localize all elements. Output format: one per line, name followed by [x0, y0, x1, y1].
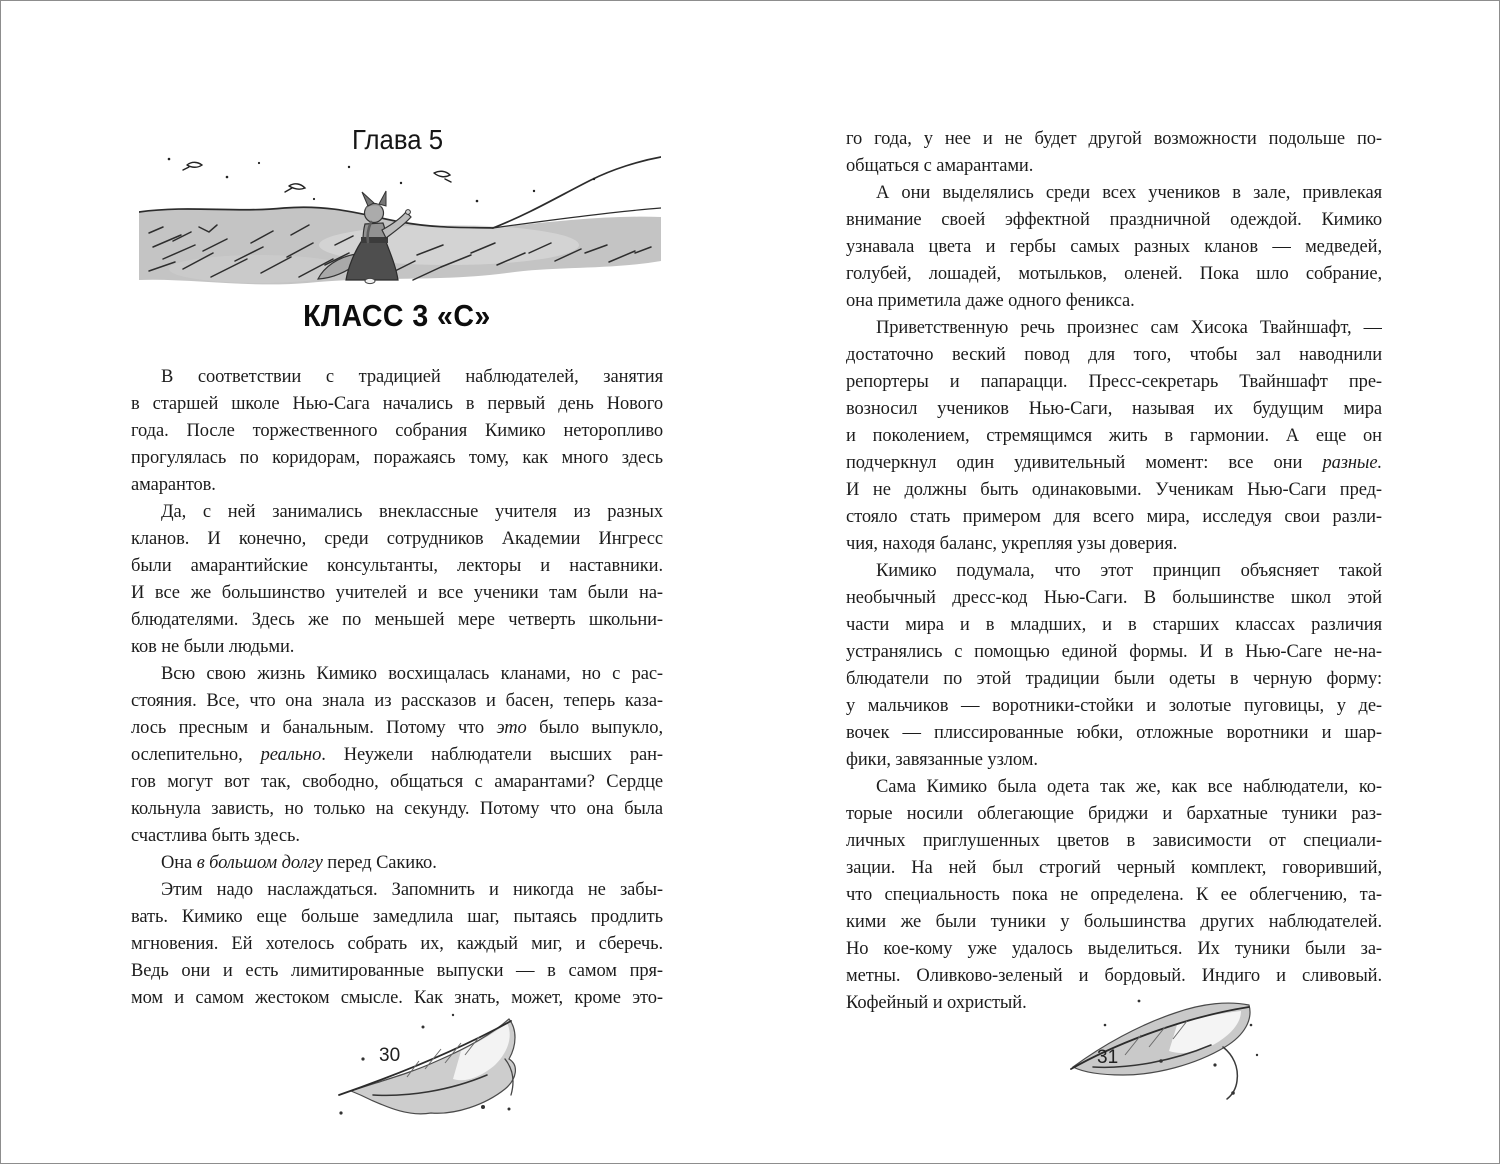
- text-line: [131, 391, 663, 418]
- hand: [406, 210, 411, 215]
- feather-left-illustration: [333, 1003, 531, 1131]
- text-run: Ведь они и есть лимитированные выпуски — в самом пря-: [131, 961, 663, 981]
- text-line: [131, 472, 663, 499]
- fox-ear-right: [379, 191, 386, 206]
- text-run: в старшей школе Нью-Сага начались в первый день Нового: [131, 394, 663, 414]
- fox-ear-left: [362, 192, 374, 206]
- page-number-left: 30: [379, 1045, 401, 1066]
- text-line: [131, 742, 663, 769]
- emphasized-text: реально: [260, 745, 322, 765]
- text-run: метны. Оливково-зеленый и бордовый. Индиго и сливовый.: [846, 966, 1382, 986]
- text-line: [846, 828, 1382, 855]
- text-run: устранялись с помощью единой формы. И в Нью-Саге не-на-: [846, 642, 1382, 662]
- text-run: ослепительно,: [131, 745, 261, 765]
- text-run: Сама Кимико была одета так же, как все наблюдатели, ко-: [876, 777, 1382, 797]
- text-run: возносил учеников Нью-Саги, называя их будущим мира: [846, 399, 1382, 419]
- text-line: [131, 499, 663, 526]
- text-run: перед Сакико.: [322, 853, 437, 873]
- emphasized-text: разные.: [1322, 453, 1382, 473]
- text-line: [131, 904, 663, 931]
- text-run: было выпукло,: [526, 718, 663, 738]
- text-run: мгновения. Ей хотелось собрать их, каждый миг, и сберечь.: [131, 934, 663, 954]
- text-run: достаточно веский повод для того, чтобы зал наводнили: [846, 345, 1382, 365]
- text-line: [131, 661, 663, 688]
- text-line: [846, 585, 1382, 612]
- text-line: [846, 180, 1382, 207]
- text-run: необычный дресс-код Нью-Саги. В большинстве школ этой: [846, 588, 1382, 608]
- text-run: В соответствии с традицией наблюдателей, занятия: [161, 367, 663, 387]
- text-run: кими же были туники у большинства других наблюдателей.: [846, 912, 1382, 932]
- field-scene-illustration: [139, 149, 661, 295]
- text-line: [846, 126, 1382, 153]
- text-line: [846, 450, 1382, 477]
- text-line: [131, 553, 663, 580]
- text-run: части мира и в младших, и в старших классах различия: [846, 615, 1382, 635]
- text-run: что специальность пока не определена. К ее облегчению, та-: [846, 885, 1382, 905]
- text-line: [846, 882, 1382, 909]
- left-page-text: [131, 364, 663, 1012]
- text-line: [846, 747, 1382, 774]
- text-run: были амарантийские консультанты, лекторы и наставники.: [131, 556, 663, 576]
- text-run: Но кое-кому уже удалось выделиться. Их туники были за-: [846, 939, 1382, 959]
- text-line: [131, 526, 663, 553]
- text-run: мом и самом жестоком смысле. Как знать, может, кроме это-: [131, 988, 663, 1008]
- text-run: ков не были людьми.: [131, 637, 295, 657]
- text-run: личных приглушенных цветов в зависимости от специали-: [846, 831, 1382, 851]
- emphasized-text: это: [496, 718, 527, 738]
- text-run: кольнула зависть, но только на секунду. Потому что она была: [131, 799, 663, 819]
- text-line: [846, 855, 1382, 882]
- text-run: гов могут вот так, свободно, общаться с амарантами? Сердце: [131, 772, 663, 792]
- text-line: [846, 396, 1382, 423]
- text-line: [846, 342, 1382, 369]
- text-line: [846, 639, 1382, 666]
- text-line: [131, 769, 663, 796]
- text-line: [846, 315, 1382, 342]
- text-line: [846, 963, 1382, 990]
- text-run: кланов. И конечно, среди сотрудников Академии Ингресс: [131, 529, 663, 549]
- text-line: [131, 634, 663, 661]
- section-title-text: КЛАСС 3 «С»: [303, 298, 491, 333]
- text-line: [846, 612, 1382, 639]
- text-line: [846, 369, 1382, 396]
- text-run: общаться с амарантами.: [846, 156, 1034, 176]
- text-line: [846, 936, 1382, 963]
- text-run: узнавала цвета и гербы самых разных кланов — медведей,: [846, 237, 1382, 257]
- text-line: [846, 531, 1382, 558]
- text-run: репортеры и папарацци. Пресс-секретарь Твайншафт пре-: [846, 372, 1382, 392]
- text-run: вать. Кимико еще больше замедлила шаг, пытаясь продлить: [131, 907, 663, 927]
- text-line: [846, 774, 1382, 801]
- chapter-heading-text: Глава 5: [351, 124, 443, 155]
- text-run: стояло стать примером для всего мира, исследуя свои разли-: [846, 507, 1382, 527]
- text-line: [846, 558, 1382, 585]
- foot: [365, 278, 375, 283]
- text-line: [131, 850, 663, 877]
- text-run: года. После торжественного собрания Кимико неторопливо: [131, 421, 663, 441]
- specks: [168, 158, 595, 203]
- text-run: прогулялась по коридорам, поражаясь тому, как много здесь: [131, 448, 663, 468]
- text-run: . Неужели наблюдатели высших ран-: [321, 745, 663, 765]
- right-page-text: [846, 126, 1382, 1017]
- text-run: и поколением, стремящимся жить в гармонии. А еще он: [846, 426, 1382, 446]
- text-line: [131, 877, 663, 904]
- text-run: фики, завязанные узлом.: [846, 750, 1038, 770]
- text-run: И все же большинство учителей и все ученики там были на-: [131, 583, 663, 603]
- sash: [361, 237, 388, 243]
- text-line: [846, 261, 1382, 288]
- text-run: вочек — плиссированные юбки, отложные воротники и шар-: [846, 723, 1382, 743]
- text-run: счастлива быть здесь.: [131, 826, 300, 846]
- text-line: [131, 715, 663, 742]
- text-line: [846, 153, 1382, 180]
- text-run: А они выделялись среди всех учеников в зале, привлекая: [876, 183, 1382, 203]
- text-run: го года, у нее и не будет другой возможности подольше по-: [846, 129, 1382, 149]
- text-run: амарантов.: [131, 475, 216, 495]
- text-line: [131, 445, 663, 472]
- text-line: [846, 666, 1382, 693]
- text-run: стояния. Все, что она знала из рассказов и басен, теперь каза-: [131, 691, 663, 711]
- text-line: [131, 823, 663, 850]
- falling-leaves: [183, 162, 451, 192]
- text-run: Да, с ней занимались внеклассные учителя из разных: [161, 502, 663, 522]
- text-line: [846, 693, 1382, 720]
- text-line: [846, 720, 1382, 747]
- text-run: И не должны быть одинаковыми. Ученикам Нью-Саги пред-: [846, 480, 1382, 500]
- text-line: [131, 958, 663, 985]
- text-line: [131, 796, 663, 823]
- text-line: [846, 207, 1382, 234]
- text-run: лось пресным и банальным. Потому что: [131, 718, 497, 738]
- text-line: [131, 418, 663, 445]
- text-run: блюдателями. Здесь же по меньшей мере четверть школьни-: [131, 610, 663, 630]
- text-line: [131, 580, 663, 607]
- text-line: [846, 801, 1382, 828]
- text-line: [131, 607, 663, 634]
- text-run: у мальчиков — воротники-стойки и золотые пуговицы, у де-: [846, 696, 1382, 716]
- emphasized-text: в большом долгу: [196, 853, 323, 873]
- text-run: блюдатели по этой традиции были одеты в черную форму:: [846, 669, 1382, 689]
- text-run: голубей, лошадей, мотыльков, оленей. Пока шло собрание,: [846, 264, 1382, 284]
- text-run: Кимико подумала, что этот принцип объясняет такой: [876, 561, 1382, 581]
- text-run: зации. На ней был строгий черный комплект, говоривший,: [846, 858, 1382, 878]
- text-line: [846, 234, 1382, 261]
- text-run: Она: [161, 853, 197, 873]
- text-run: подчеркнул один удивительный момент: все они: [846, 453, 1323, 473]
- feather-right-illustration: [1065, 995, 1269, 1111]
- section-title: [131, 298, 663, 334]
- text-line: [846, 288, 1382, 315]
- text-line: [131, 688, 663, 715]
- text-run: внимание своей эффектной праздничной одеждой. Кимико: [846, 210, 1382, 230]
- text-run: Приветственную речь произнес сам Хисока Твайншафт, —: [876, 318, 1382, 338]
- text-run: чия, находя баланс, укрепляя узы доверия.: [846, 534, 1178, 554]
- text-run: Кофейный и охристый.: [846, 993, 1027, 1013]
- text-line: [131, 931, 663, 958]
- text-run: Этим надо наслаждаться. Запомнить и никогда не забы-: [161, 880, 663, 900]
- text-run: торые носили облегающие бриджи и бархатные туники раз-: [846, 804, 1382, 824]
- page-number-right: 31: [1097, 1047, 1119, 1068]
- text-run: Всю свою жизнь Кимико восхищалась кланами, но с рас-: [161, 664, 663, 684]
- text-line: [131, 364, 663, 391]
- text-line: [846, 477, 1382, 504]
- text-run: она приметила даже одного феникса.: [846, 291, 1135, 311]
- text-line: [846, 504, 1382, 531]
- text-line: [846, 423, 1382, 450]
- text-line: [846, 909, 1382, 936]
- feather-curl: [1223, 1047, 1237, 1099]
